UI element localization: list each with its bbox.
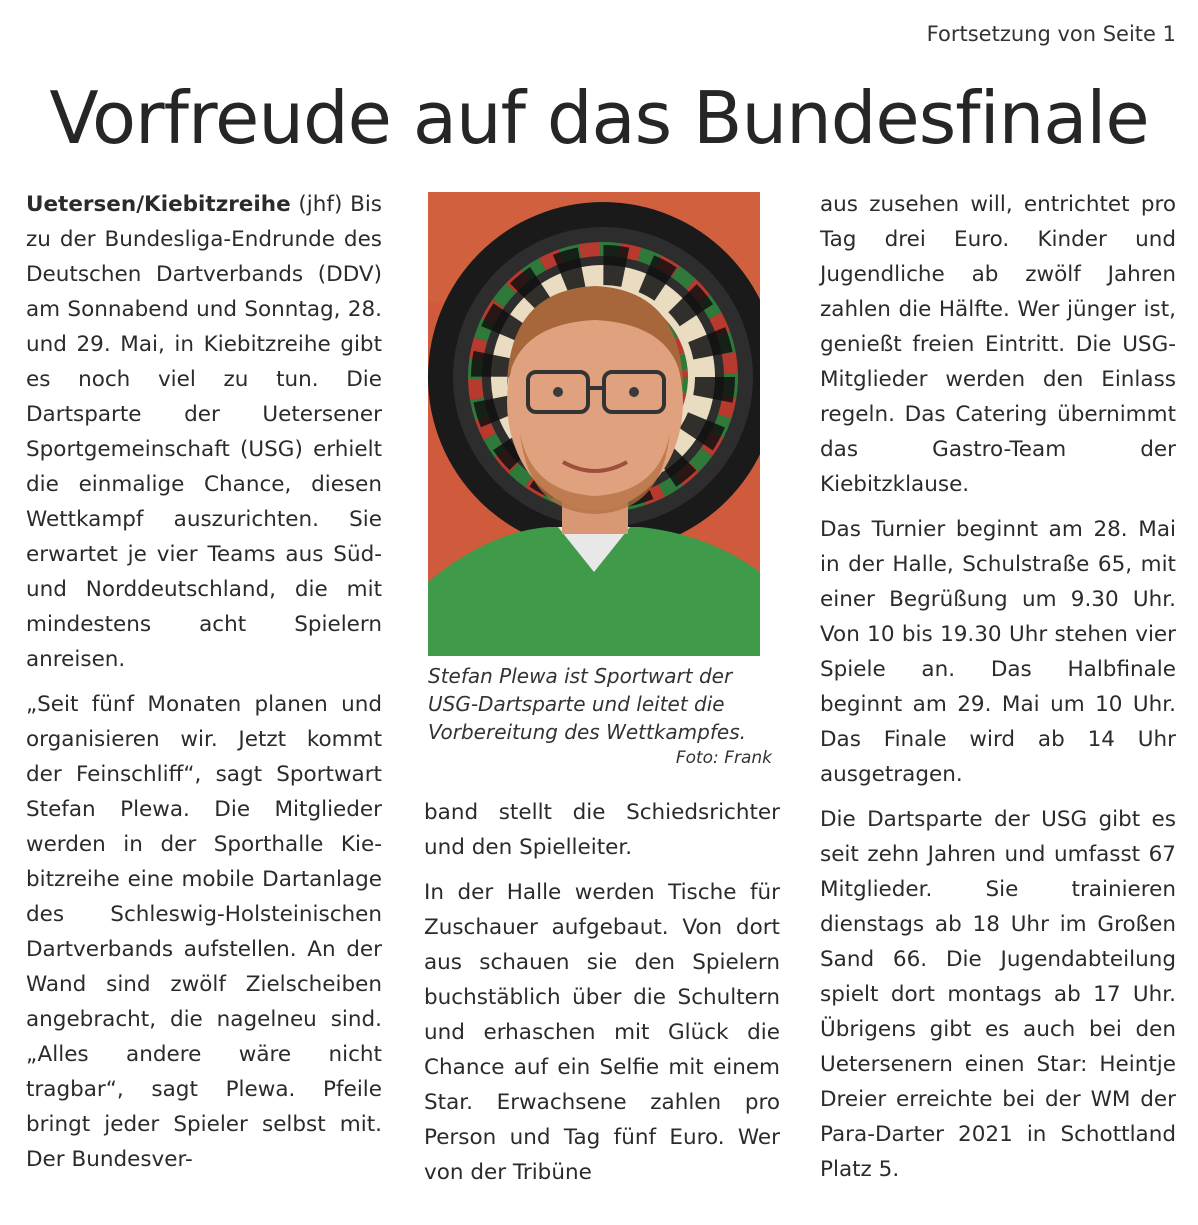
article-column-2 [424, 795, 780, 1200]
headline: Vorfreude auf das Bundesfinale [49, 76, 1149, 160]
article-paragraph: band stellt die Schiedsrichter und den Spielleiter. [424, 800, 780, 860]
article-column-1 [26, 187, 382, 1187]
article-paragraph: Das Turnier beginnt am 28. Mai in der Halle, Schulstraße 65, mit einer Begrüßung um 9.30 Uhr. Von 10 bis 19.30 Uhr stehen vier Spiele an. Das Halbfinale beginnt am 29. Mai um 10 Uhr. Das Finale wird ab 14 Uhr ausgetragen. [820, 517, 1176, 787]
photo-caption [428, 662, 772, 770]
article-column-3 [820, 187, 1176, 1197]
article-paragraph: aus zusehen will, entrichtet pro Tag drei Euro. Kinder und Jugendliche ab zwölf Jahren zahlen die Hälfte. Wer jünger ist, genießt freien Eintritt. Die USG-Mitglieder werden den Einlass regeln. Das Catering übernimmt das Gastro-Team der Kiebitzklause. [820, 192, 1176, 497]
article-paragraph [26, 187, 382, 677]
paragraph-text: (jhf) Bis zu der Bundesliga-Endrunde des Deutschen Dartverbands (DDV) am Sonnabend und Sonntag, 28. und 29. Mai, in Kiebitzreihe gibt es noch viel zu tun. Die Dartsparte der Uetersener Sportgemeinschaft (USG) erhielt die einmalige Chance, diesen Wettkampf auszurichten. Sie erwartet je vier Teams aus Süd- und Norddeutschland, die mit mindestens acht Spielern anreisen. [26, 192, 382, 672]
portrait-photo [428, 192, 760, 656]
caption-text: Stefan Plewa ist Sportwart der USG-Dartsparte und leitet die Vorbereitung des Wettkampfes. [428, 664, 746, 744]
article-paragraph: „Seit fünf Monaten planen und organisieren wir. Jetzt kommt der Feinschliff“, sagt Sportwart Stefan Plewa. Die Mitglieder werden in der Sporthalle Kiebitzreihe eine mobile Dartanlage des Schleswig-Holsteinischen Dartverbands aufstellen. An der Wand sind zwölf Zielscheiben angebracht, die nagelneu sind. „Alles andere wäre nicht tragbar“, sagt Plewa. Pfeile bringt jeder Spieler selbst mit. Der Bundesver- [26, 692, 382, 1172]
dateline: Uetersen/Kiebitzreihe [26, 192, 291, 217]
article-paragraph: In der Halle werden Tische für Zuschauer aufgebaut. Von dort aus schauen sie den Spielern buchstäblich über die Schultern und erhaschen mit Glück die Chance auf ein Selfie mit einem Star. Erwachsene zahlen pro Person und Tag fünf Euro. Wer von der Tribüne [424, 880, 780, 1185]
continuation-note: Fortsetzung von Seite 1 [926, 22, 1176, 46]
article-paragraph: Die Dartsparte der USG gibt es seit zehn Jahren und umfasst 67 Mitglieder. Sie trainieren dienstags ab 18 Uhr im Großen Sand 66. Die Jugendabteilung spielt dort montags ab 17 Uhr. Übrigens gibt es auch bei den Uetersenern einen Star: Heintje Dreier erreichte bei der WM der Para-Darter 2021 in Schottland Platz 5. [820, 807, 1176, 1182]
photo-credit: Foto: Frank [675, 748, 772, 768]
portrait-illustration [428, 192, 760, 656]
